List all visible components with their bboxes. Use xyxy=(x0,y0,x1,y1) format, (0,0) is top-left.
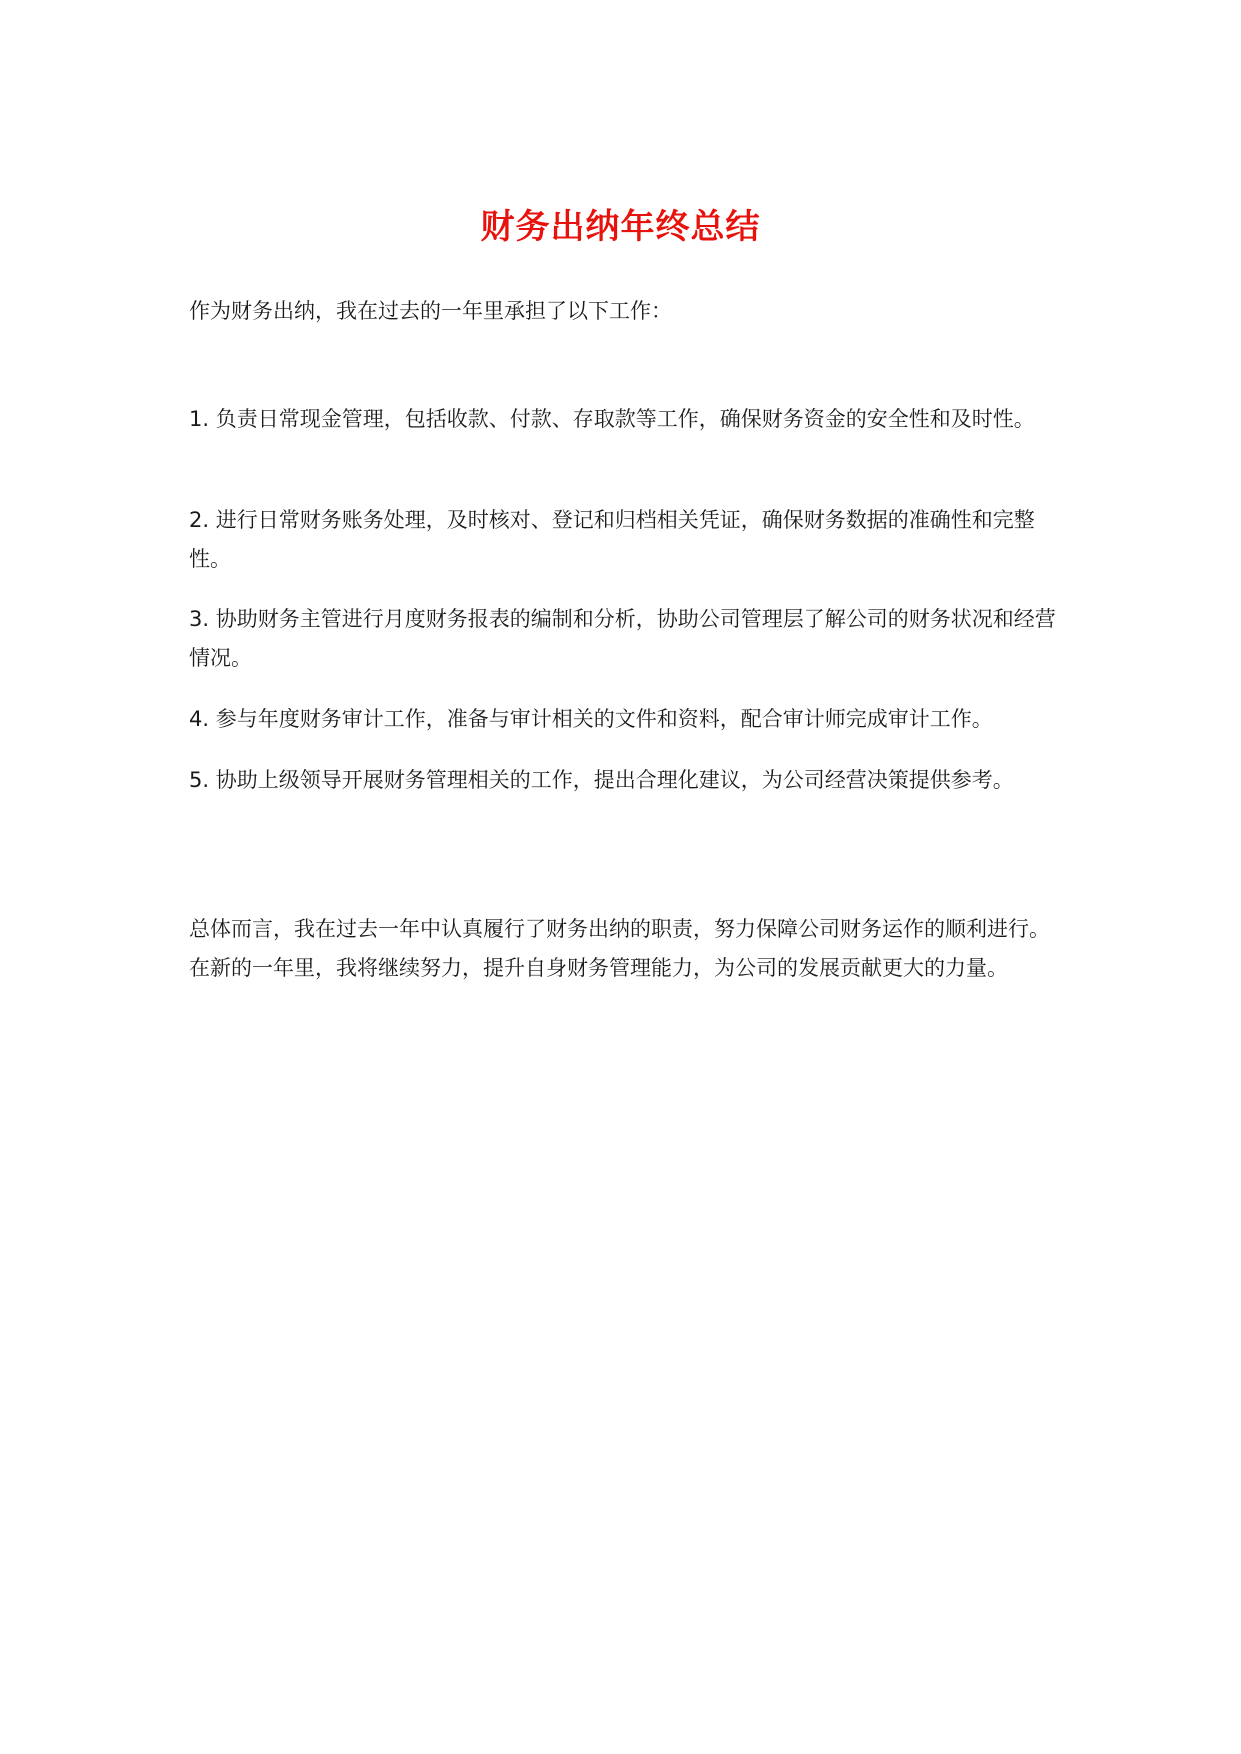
work-item-1: 1. 负责日常现金管理，包括收款、付款、存取款等工作，确保财务资金的安全性和及时性。 xyxy=(189,407,1035,431)
work-item-5: 5. 协助上级领导开展财务管理相关的工作，提出合理化建议，为公司经营决策提供参考。 xyxy=(189,768,1014,792)
work-item-4: 4. 参与年度财务审计工作，准备与审计相关的文件和资料，配合审计师完成审计工作。 xyxy=(189,707,993,731)
work-item-3: 3. 协助财务主管进行月度财务报表的编制和分析，协助公司管理层了解公司的财务状况和经营情况。 xyxy=(189,607,1056,670)
work-item-2: 2. 进行日常财务账务处理，及时核对、登记和归档相关凭证，确保财务数据的准确性和完整性。 xyxy=(189,508,1035,571)
summary-paragraph: 总体而言，我在过去一年中认真履行了财务出纳的职责，努力保障公司财务运作的顺利进行。在新的一年里，我将继续努力，提升自身财务管理能力，为公司的发展贡献更大的力量。 xyxy=(189,917,1050,980)
document-title: 财务出纳年终总结 xyxy=(480,206,761,247)
intro-paragraph: 作为财务出纳，我在过去的一年里承担了以下工作： xyxy=(189,299,672,323)
